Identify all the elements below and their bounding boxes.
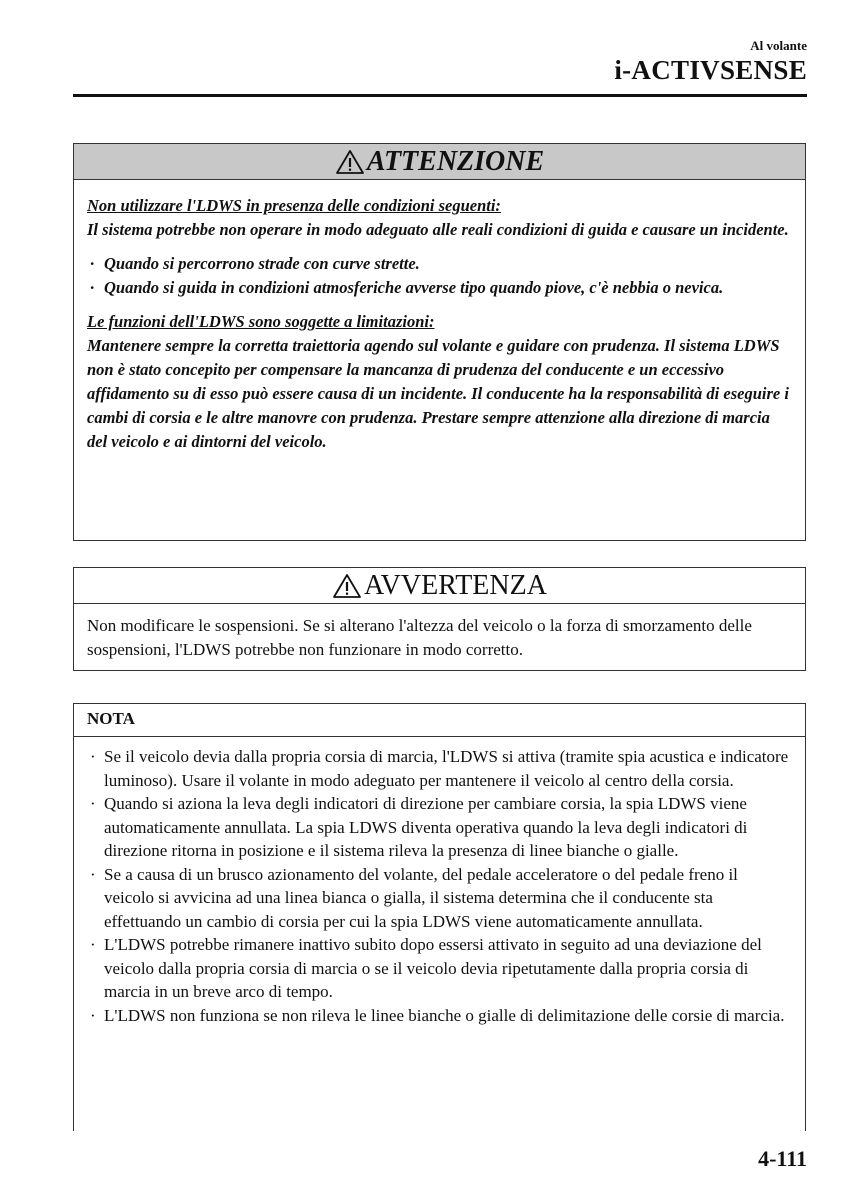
warning-text-2: Mantenere sempre la corretta traiettoria agendo sul volante e guidare con prudenza. Il sistema LDWS non è stato concepito per compensare la mancanza di prudenza del conducente e un eccessivo affidamento su di esso può essere causa di un incidente. Il conducente ha la responsabilità di eseguire i cambi di corsia e le altre manovre con prudenza. Prestare sempre attenzione alla direzione di marcia del veicolo e ai dintorni del veicolo.	[87, 336, 789, 451]
note-list	[87, 745, 792, 1027]
note-box	[73, 703, 806, 1131]
list-item: · Quando si aziona la leva degli indicatori di direzione per cambiare corsia, la spia LDWS viene automaticamente annullata. La spia LDWS diventa operativa quando la leva degli indicatori di direzione ritorna in posizione e il sistema rileva la presenza di linee bianche o gialle.	[87, 792, 792, 863]
warning-body	[74, 180, 805, 454]
list-item: · L'LDWS non funziona se non rileva le linee bianche o gialle di delimitazione delle corsie di marcia.	[87, 1004, 792, 1028]
header-divider	[73, 94, 807, 97]
caution-box	[73, 567, 806, 671]
warning-text-1: Il sistema potrebbe non operare in modo adeguato alle reali condizioni di guida e causare un incidente.	[87, 220, 789, 239]
warning-triangle-icon	[335, 149, 365, 175]
list-item: · Se il veicolo devia dalla propria corsia di marcia, l'LDWS si attiva (tramite spia acustica e indicatore luminoso). Usare il volante in modo adeguato per mantenere il veicolo al centro della corsia.	[87, 745, 792, 792]
warning-triangle-icon	[332, 573, 362, 599]
warning-header	[74, 144, 805, 180]
list-item: · Se a causa di un brusco azionamento del volante, del pedale acceleratore o del pedale freno il veicolo si avvicina ad una linea bianca o gialla, il sistema determina che il conducente sta effettuando un cambio di corsia per cui la spia LDWS viene automaticamente annullata.	[87, 863, 792, 934]
warning-box	[73, 143, 806, 541]
caution-title: AVVERTENZA	[364, 570, 547, 601]
list-item: · Quando si guida in condizioni atmosferiche avverse tipo quando piove, c'è nebbia o nevica.	[87, 276, 792, 300]
list-item: · Quando si percorrono strade con curve strette.	[87, 252, 792, 276]
note-header: NOTA	[74, 704, 805, 737]
caution-header	[74, 568, 805, 604]
warning-bullets	[87, 252, 792, 300]
list-item: · L'LDWS potrebbe rimanere inattivo subito dopo essersi attivato in seguito ad una deviazione del veicolo dalla propria corsia di marcia o se il veicolo devia ripetutamente dalla propria corsia di marcia in un breve arco di tempo.	[87, 933, 792, 1004]
warning-lead-1: Non utilizzare l'LDWS in presenza delle condizioni seguenti:	[87, 196, 501, 215]
warning-title: ATTENZIONE	[366, 146, 545, 177]
page-number: 4-111	[758, 1146, 807, 1171]
note-body	[74, 737, 805, 1027]
page-title: i-ACTIVSENSE	[614, 55, 807, 85]
section-label: Al volante	[750, 38, 807, 53]
caution-text: Non modificare le sospensioni. Se si alterano l'altezza del veicolo o la forza di smorzamento delle sospensioni, l'LDWS potrebbe non funzionare in modo corretto.	[87, 616, 752, 659]
warning-lead-2: Le funzioni dell'LDWS sono soggette a limitazioni:	[87, 312, 435, 331]
